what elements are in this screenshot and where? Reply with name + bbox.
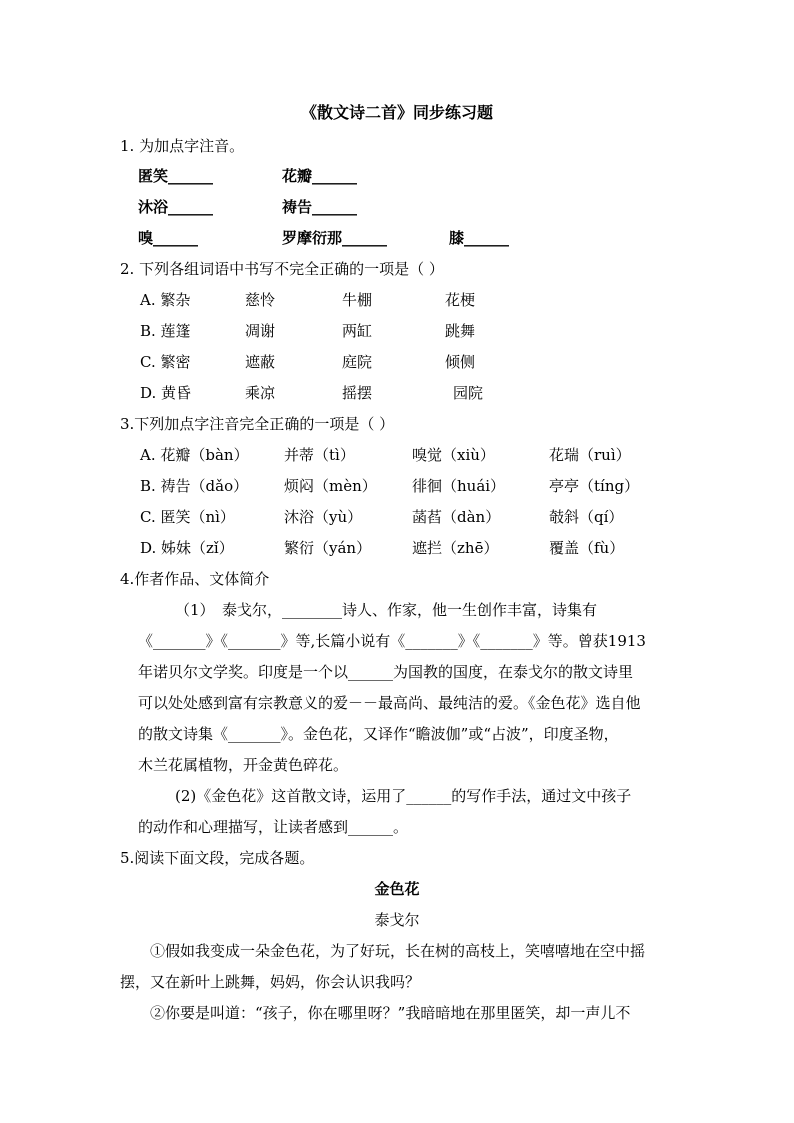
q4-paragraph-line: 的散文诗集《_______》。金色花，又译作“瞻波伽”或“占波”，印度圣物， — [138, 725, 619, 743]
q3-option: 花瑞（ruì） — [549, 446, 631, 464]
q1-item: 祷告______ — [282, 198, 358, 216]
q4-paragraph-line: 《_______》《_______》等,长篇小说有《_______》《_______》等。曾获1913 — [138, 632, 646, 650]
q2-option: A. 繁杂 — [140, 291, 191, 309]
q4-label: 4.作者作品、文体简介 — [120, 570, 270, 588]
q3-option: 亭亭（tíng） — [549, 477, 640, 495]
poem-line: 摆，又在新叶上跳舞，妈妈，你会认识我吗？ — [120, 973, 421, 991]
q2-option: 园院 — [453, 384, 484, 402]
q1-item: 膝______ — [449, 229, 510, 247]
q1-item: 花瓣______ — [282, 167, 358, 185]
q3-option: 繁衍（yán） — [284, 539, 372, 557]
q4-paragraph-line: 木兰花属植物，开金黄色碎花。 — [138, 756, 349, 774]
q2-option: 倾侧 — [445, 353, 476, 371]
q2-option: 慈怜 — [245, 291, 276, 309]
q3-option: D. 姊妹（zǐ） — [140, 539, 234, 557]
q4-paragraph-line: 年诺贝尔文学奖。印度是一个以______为国教的国度，在泰戈尔的散文诗里 — [138, 663, 634, 681]
q1-item: 沐浴______ — [138, 198, 214, 216]
q3-option: 遮拦（zhē） — [412, 539, 499, 557]
q2-option: 牛棚 — [342, 291, 373, 309]
q3-option: 攲斜（qí） — [549, 508, 624, 526]
q4-paragraph-line: 的动作和心理描写，让读者感到______。 — [138, 818, 409, 836]
q2-option: D. 黄昏 — [140, 384, 192, 402]
q3-option: A. 花瓣（bàn） — [140, 446, 249, 464]
q1-item: 匿笑______ — [138, 167, 214, 185]
poem-line: ①假如我变成一朵金色花，为了好玩，长在树的高枝上，笑嘻嘻地在空中摇 — [150, 942, 646, 960]
q2-option: 两缸 — [342, 322, 373, 340]
q3-option: 沐浴（yù） — [284, 508, 363, 526]
poem-author: 泰戈尔 — [374, 911, 420, 929]
q2-option: 摇摆 — [342, 384, 373, 402]
q2-option: 凋谢 — [245, 322, 276, 340]
q3-option: 徘徊（huái） — [412, 477, 506, 495]
q2-option: 庭院 — [342, 353, 373, 371]
q3-option: 并蒂（tì） — [284, 446, 355, 464]
q2-option: C. 繁密 — [140, 353, 191, 371]
q1-item: 嗅______ — [138, 229, 199, 247]
q3-option: 烦闷（mèn） — [284, 477, 377, 495]
q4-paragraph-line: (2)《金色花》这首散文诗，运用了______的写作手法，通过文中孩子 — [175, 787, 632, 805]
q2-option: B. 莲篷 — [140, 322, 191, 340]
q1-item: 罗摩衍那______ — [282, 229, 388, 247]
q3-label: 3.下列加点字注音完全正确的一项是（ ） — [120, 415, 395, 433]
q3-option: 嗅觉（xiù） — [412, 446, 495, 464]
q4-paragraph-line: （1） 泰戈尔，________诗人、作家，他一生创作丰富，诗集有 — [175, 601, 598, 619]
q3-option: C. 匿笑（nì） — [140, 508, 235, 526]
q3-option: 菡萏（dàn） — [412, 508, 501, 526]
poem-line: ②你要是叫道：“孩子，你在哪里呀？”我暗暗地在那里匿笑，却一声儿不 — [150, 1004, 631, 1022]
page-title: 《散文诗二首》同步练习题 — [300, 103, 493, 122]
q2-label: 2. 下列各组词语中书写不完全正确的一项是（ ） — [120, 260, 444, 278]
q3-option: B. 祷告（dǎo） — [140, 477, 249, 495]
q2-option: 花梗 — [445, 291, 476, 309]
q2-option: 乘凉 — [245, 384, 276, 402]
q1-label: 1. 为加点字注音。 — [120, 137, 245, 155]
q2-option: 跳舞 — [445, 322, 476, 340]
q3-option: 覆盖（fù） — [549, 539, 625, 557]
q2-option: 遮蔽 — [245, 353, 276, 371]
q5-label: 5.阅读下面文段，完成各题。 — [120, 849, 315, 867]
q4-paragraph-line: 可以处处感到富有宗教意义的爱－－最高尚、最纯洁的爱。《金色花》选自他 — [138, 694, 641, 712]
poem-title: 金色花 — [374, 880, 420, 898]
